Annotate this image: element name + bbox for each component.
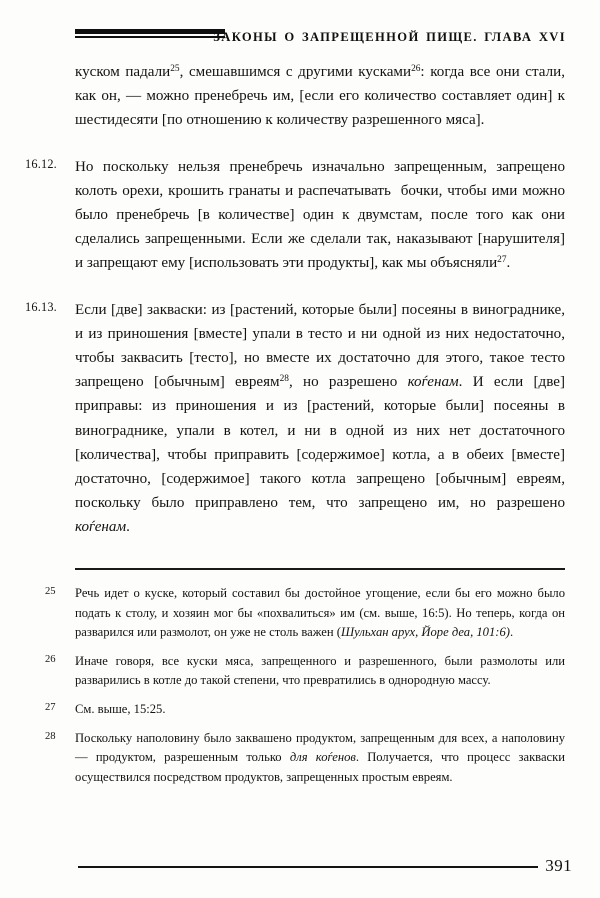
footnote-number: 26 <box>45 653 56 665</box>
footnote-ref-27: 27 <box>497 255 507 266</box>
running-head-title: ЗАКОНЫ О ЗАПРЕЩЕННОЙ ПИЩЕ. ГЛАВА XVI <box>213 29 566 44</box>
footnote-number: 25 <box>45 586 56 597</box>
term-kohanim: коѓенам <box>407 374 459 391</box>
footnote-ref-26: 26 <box>411 64 421 75</box>
footer-rule <box>78 866 538 868</box>
numbered-paragraph-16-12 <box>25 155 565 276</box>
footnote-text: Иначе говоря, все куски мяса, запрещенного и разрешенного, были размолоты или разварились в котле до такой степени, что превратились в однородную массу. <box>75 653 565 688</box>
footnote-text: Поскольку наполовину было заквашено продуктом, запрещенным для всех, а наполовину — продуктом, разрешенным только для коѓенов. Получается, что процесс закваски осуществился посредством продуктов, запрещенных простым евреям. <box>75 730 566 784</box>
footnote-ref-28: 28 <box>279 374 289 385</box>
paragraph-text: Если [две] закваски: из [растений, которые были] посеяны в винограднике, и из приношения [вместе] упали в тесто и ни одной из них недостаточно, чтобы заквасить [тесто], но вместе их достаточно для этого, такое тесто запрещено [обычным] евреям$^{28}$, но разрешено коѓенам. И если [две] приправы: из приношения и из [растений, которые были] посеяны в винограднике, упали в котел, и ни в одной из них нет достаточного [количества], чтобы приправить [содержимое] котла, а в обеих [вместе] достаточно, [содержимое] такого котла запрещено [обычным] евреям, поскольку было приправлено тем, что запрещено им, но разрешено коѓенам. <box>75 301 565 536</box>
footnote-list <box>25 568 570 787</box>
term-kohanim: коѓенам <box>75 519 127 536</box>
page-number: 391 <box>545 856 572 875</box>
page-footer <box>0 856 600 886</box>
footnote-text: Речь идет о куске, который составил бы достойное угощение, если бы его можно было подать к столу, и хозяин мог бы «похвалиться» им (см. выше, 16:5). Но теперь, когда он разварился или размолот, он уже не столь важен (Шульхан арух, Йоре деа, 101:6). <box>75 586 565 640</box>
paragraph-text: Но поскольку нельзя пренебречь изначально запрещенным, запрещено колоть орехи, крошить гранаты и распечатывать бочки, чтобы ими можно было пренебречь [в количестве] один к двумстам, после того как они сделались запрещенными. Если же сделали так, наказывают [нарушителя] и запрещают ему [использовать эти продукты], как мы объясняли$^{27}$. <box>75 158 565 272</box>
footnotes-section <box>25 568 570 796</box>
running-head <box>0 26 600 48</box>
footnote-number: 28 <box>45 730 56 742</box>
footnote-ref-25: 25 <box>170 64 180 75</box>
footnote-item <box>25 729 565 788</box>
numbered-paragraph-16-13 <box>25 298 565 540</box>
emphasis-for: для коѓенов <box>289 750 356 765</box>
footnote-item <box>25 584 565 643</box>
footnote-item <box>25 652 565 691</box>
paragraph-number: 16.13. <box>25 299 57 314</box>
footnote-number: 27 <box>45 701 56 713</box>
source-citation: Шульхан арух, Йоре деа, 101:6) <box>340 625 510 640</box>
footnote-item <box>25 700 565 720</box>
body-text <box>25 60 570 540</box>
paragraph-number: 16.12. <box>25 156 57 171</box>
footnote-text: См. выше, 15:25. <box>75 701 166 716</box>
continued-paragraph: куском падали$^{25}$, смешавшимся с другими кусками$^{26}$: когда все они стали, как он, — можно пренебречь им, [если его количество составляет один] к шестидесяти [по отношению к количеству разрешенного мяса]. <box>75 64 565 129</box>
